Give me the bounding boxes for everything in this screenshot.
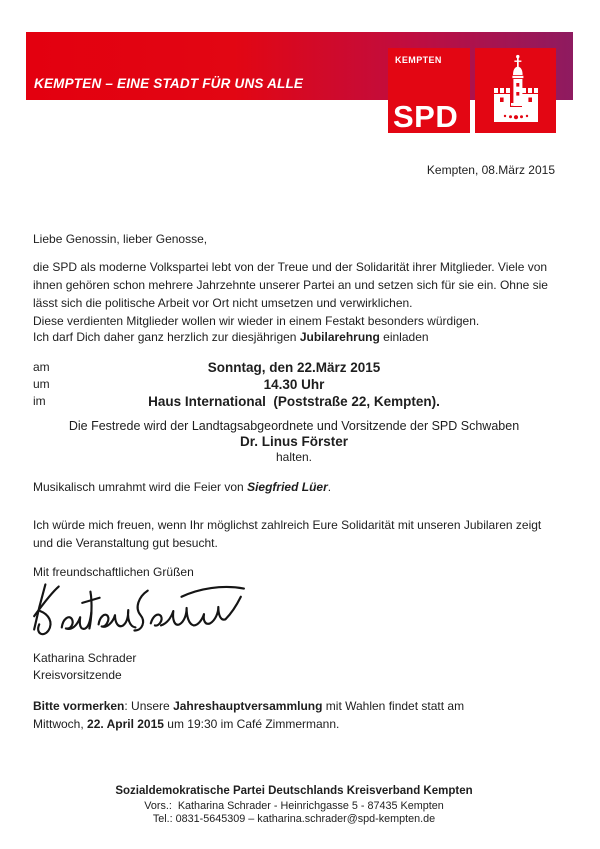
speech-intro-line: Die Festrede wird der Landtagsabgeordnete und Vorsitzende der SPD Schwaben bbox=[68, 419, 520, 433]
appeal-paragraph: Ich würde mich freuen, wenn Ihr möglichst zahlreich Eure Solidarität mit unseren Jubilaren zeigt und die Veranstaltung gut besucht. bbox=[33, 518, 542, 550]
signature-image bbox=[28, 576, 248, 640]
footer-address: Vors.: Katharina Schrader - Heinrichgasse 5 - 87435 Kempten bbox=[144, 800, 444, 812]
event-location-value: Haus International (Poststraße 22, Kempten). bbox=[148, 394, 440, 409]
event-label-am: am bbox=[33, 360, 50, 374]
event-time-value: 14.30 Uhr bbox=[263, 377, 325, 392]
reminder-paragraph: Bitte vormerken: Unsere Jahreshauptversammlung mit Wahlen findet statt am Mittwoch, 22. April 2015 um 19:30 im Café Zimmermann. bbox=[33, 699, 465, 731]
music-line: Musikalisch umrahmt wird die Feier von Siegfried Lüer. bbox=[33, 480, 332, 494]
kempten-castle-logo bbox=[475, 48, 556, 133]
speech-closing-word: halten. bbox=[275, 450, 313, 464]
footer-organization: Sozialdemokratische Partei Deutschlands Kreisverband Kempten bbox=[115, 785, 473, 797]
event-date-value: Sonntag, den 22.März 2015 bbox=[207, 360, 381, 375]
spd-logo-wordmark: SPD bbox=[393, 99, 459, 134]
signer-title: Kreisvorsitzende bbox=[33, 668, 122, 682]
speech-block bbox=[33, 418, 555, 465]
date-line: Kempten, 08.März 2015 bbox=[426, 163, 555, 177]
event-row-time bbox=[33, 376, 555, 393]
speech-speaker-name: Dr. Linus Förster bbox=[239, 434, 349, 449]
salutation: Liebe Genossin, lieber Genosse, bbox=[33, 232, 208, 246]
spd-logo bbox=[388, 48, 470, 133]
banner-slogan: KEMPTEN – EINE STADT FÜR UNS ALLE bbox=[34, 76, 304, 91]
intro-paragraph: die SPD als moderne Volkspartei lebt von der Treue und der Solidarität ihrer Mitglieder. Viele von ihnen gehören schon mehrere Jahrzehnte unserer Partei an und setzen sich für sie ein. Ohne sie lässt sich die politische Arbeit vor Ort nicht umsetzen und verwirklichen. Diese verdienten Mitglieder wollen wir wieder in einem Festakt besonders würdigen. bbox=[33, 260, 548, 328]
event-label-um: um bbox=[33, 377, 50, 391]
footer-contact: Tel.: 0831-5645309 – katharina.schrader@spd-kempten.de bbox=[152, 813, 436, 825]
event-row-location bbox=[33, 393, 555, 410]
castle-icon bbox=[488, 54, 544, 128]
closing-line: Mit freundschaftlichen Grüßen bbox=[33, 565, 194, 579]
signer-name: Katharina Schrader bbox=[33, 651, 137, 665]
event-details bbox=[33, 359, 555, 410]
spd-logo-region-label: KEMPTEN bbox=[395, 55, 442, 65]
event-row-date bbox=[33, 359, 555, 376]
event-label-im: im bbox=[33, 394, 46, 408]
invitation-line: Ich darf Dich daher ganz herzlich zur diesjährigen Jubilarehrung einladen bbox=[33, 330, 429, 344]
signer-block bbox=[33, 650, 555, 684]
